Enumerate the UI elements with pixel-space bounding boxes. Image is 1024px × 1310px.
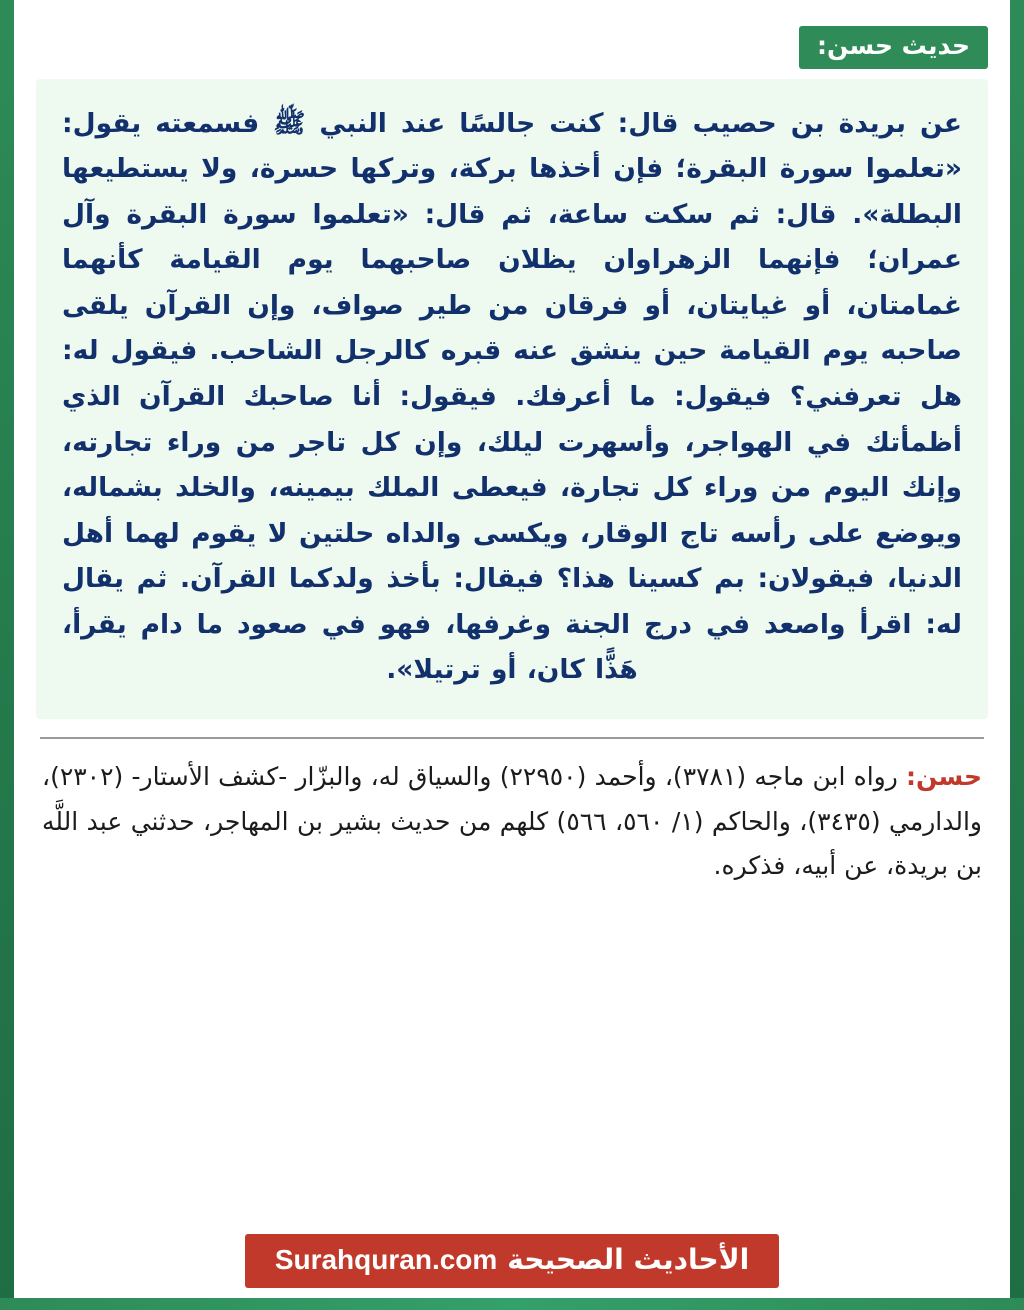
hadith-text-block: عن بريدة بن حصيب قال: كنت جالسًا عند النبي ﷺ فسمعته يقول: «تعلموا سورة البقرة؛ فإن أخذها بركة، وتركها حسرة، ولا يستطيعها البطلة». قال: ثم سكت ساعة، ثم قال: «تعلموا سورة البقرة وآل عمران؛ فإنهما الزهراوان يظلان صاحبهما يوم القيامة كأنهما غمامتان، أو غيايتان، أو فرقان من طير صواف، وإن القرآن يلقى صاحبه يوم القيامة حين ينشق عنه قبره كالرجل الشاحب. فيقول له: هل تعرفني؟ فيقول: ما أعرفك. فيقول: أنا صاحبك القرآن الذي أظمأتك في الهواجر، وأسهرت ليلك، وإن كل تاجر من وراء تجارته، وإنك اليوم من وراء كل تجارة، فيعطى الملك بيمينه، والخلد بشماله، ويوضع على رأسه تاج الوقار، ويكسى والداه حلتين لا يقوم لهما أهل الدنيا، فيقولان: بم كسينا هذا؟ فيقال: بأخذ ولدكما القرآن. ثم يقال له: اقرأ واصعد في درج الجنة وغرفها، فهو في صعود ما دام يقرأ، هَذًّا كان، أو ترتيلا». <box>36 79 988 720</box>
status-badge: حديث حسن: <box>799 26 988 69</box>
grade-badge-row <box>36 26 988 69</box>
footer-banner[interactable] <box>245 1234 779 1288</box>
left-edge-bar <box>0 0 14 1310</box>
takhrij-grade-label: حسن: <box>906 762 982 792</box>
bottom-edge-bar <box>0 1298 1024 1310</box>
document-page <box>14 0 1010 1310</box>
right-edge-bar <box>1010 0 1024 1310</box>
footer-site-link[interactable]: Surahquran.com <box>274 1244 498 1275</box>
section-divider <box>40 737 984 739</box>
takhrij-text: رواه ابن ماجه (٣٧٨١)، وأحمد (٢٢٩٥٠) والسياق له، والبزّار -كشف الأستار- (٢٣٠٢)، والدارمي (٣٤٣٥)، والحاكم (١/ ٥٦٠، ٥٦٦) كلهم من حديث بشير بن المهاجر، حدثني عبد اللَّه بن بريدة، عن أبيه، فذكره. <box>42 762 983 881</box>
footer-title: الأحاديث الصحيحة <box>507 1243 750 1276</box>
takhrij-block <box>36 755 988 889</box>
